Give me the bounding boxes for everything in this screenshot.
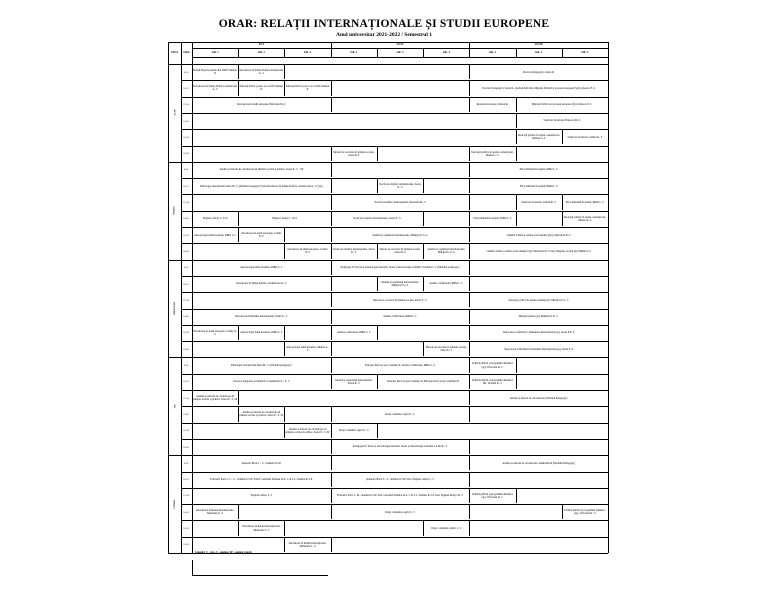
schedule-entry: Etica militantă în spațiul, RIBei I., S (565, 200, 604, 204)
time-slot: 18-20 (183, 152, 189, 156)
page-subtitle: Anul universitar 2021-2022 / Semestrul 1 (336, 32, 432, 38)
schedule-entry: Spaniolă, Bucă, L., S., Seminar în S.P. Sala: Engleză, Abbey I., S (366, 478, 434, 482)
schedule-entry: Migrația Politica și procesul european (Sp) Grăsescu E.,S (531, 103, 592, 107)
schedule-entry: Introducere în Relații Internaționale, Munteanu S., S (242, 525, 281, 532)
schedule-entry: Antropologia lumii moderne, RIBei I., S (240, 331, 283, 335)
schedule-entry: Analiză și organizații internaționale, Mihajlović G.,C (372, 233, 428, 237)
year-header: AN III (534, 43, 543, 47)
day-label-vineri: VINERI (172, 499, 176, 509)
page-title: ORAR: RELAȚII INTERNAȚIONALE ȘI STUDII EUROPENE (218, 18, 550, 30)
schedule-entry: Ideologii politice în spațiu contemporan, Mihajlović G., C (508, 298, 569, 302)
time-slot: 8-10 (183, 168, 189, 172)
schedule-entry: Introducere în studii europene, Codina N.,S (287, 248, 328, 255)
schedule-entry: Drept comunitar, Agrici I., C (385, 412, 415, 416)
group-header: GR. 1 (488, 50, 496, 54)
schedule-entry: Negocierea conflictelor: Influentele Internaționale (sp), Zezza E.E.,S (502, 331, 575, 335)
schedule-entry: Studii de Securitate: Zaman R., S (567, 135, 603, 139)
schedule-entry: Negocierea și Medierea în Relațiile Internaționale (sp), Zezza E.,S (504, 347, 574, 351)
schedule-entry: Migrații pentru (sp), Mihajlović R., C (519, 315, 559, 319)
time-slot: 16-18 (183, 331, 189, 335)
time-slot: 16-18 (183, 233, 189, 237)
schedule-entry: Drept comunitar, Agrici I., S (338, 429, 369, 433)
schedule-entry: Antropologia lumii moderne, RIBei I., C (193, 233, 237, 237)
day-column-header: ZIUA (171, 51, 178, 55)
schedule-entry: Ideologii politice în spațiu contemporan, Mudrea L.,C (471, 150, 514, 157)
group-header: GR. 3 (304, 50, 312, 54)
schedule-entry: Teorii ale relațiilor internaționale, Zezza E., S (379, 183, 421, 190)
group-header: GR. 3 (581, 50, 589, 54)
time-slot: 10-12 (183, 86, 189, 90)
group-header: GR. 3 (442, 50, 450, 54)
group-header: GR. 1 (211, 50, 219, 54)
schedule-entry: Educație fizică și sport Seminar II, Analize conflictuale, RIBei I., S (365, 363, 435, 367)
schedule-entry: Relații Externe pentru anul I:RIE Seminar II (193, 69, 237, 76)
time-slot: 10-12 (183, 184, 189, 188)
day-label-marți: MARȚI (172, 206, 176, 215)
schedule-entry: Studii de Securitate: Zaman R., S (521, 200, 556, 204)
schedule-entry: Analiza și metode de calculatoare în științele sociale și politice, Zezza E., C - SP (219, 168, 304, 172)
day-label-miercuri: MIERCURI (173, 302, 176, 315)
schedule-entry: Educație fizică și sport ora 14:00 Seminar II (285, 85, 330, 92)
day-label-luni: LUNI (172, 109, 176, 116)
schedule-entry: Introducere în studii europene, Codina N.,S (241, 232, 282, 239)
time-slot: 14-16 (183, 217, 189, 221)
schedule-entry: Studii de Securitate: Hunescu M.,S (543, 119, 580, 123)
time-slot: 18-20 (183, 249, 189, 253)
schedule-entry: Spaniolă, Bucă, L., S., Seminar în S.P. (241, 461, 282, 465)
schedule-entry: Antropologia lumii moderne, Mudrea L., S (286, 346, 329, 353)
schedule-entry: Analiză și organizații internaționale, Mihajlović G.,S (381, 280, 419, 288)
schedule-entry: Teoria în relațiilor internaționale, Herbeanu M., S (374, 200, 426, 204)
schedule-entry: Franceză, Pucu L. C., S – Seminar în S.P. SALE: Germană Seminar în A. C în S.I., Seminar în S.P. (210, 478, 313, 482)
footer-line (192, 575, 328, 576)
time-slot: 12-14 (183, 103, 189, 107)
time-slot: 12-14 (183, 396, 189, 400)
schedule-entry: Introducere în Științe Politice Andrisevski A., S (239, 69, 284, 76)
schedule-entry: Introducere în Științe Politice Andrisevski A., S (193, 85, 237, 92)
time-slot: 14-16 (183, 412, 189, 416)
time-slot: 18-20 (183, 445, 189, 449)
schedule-entry: Analiză și organizații internaționale, Zezza R., S (334, 378, 373, 385)
time-slot: 10-12 (183, 380, 189, 384)
schedule-entry: Analize conflictuale, RIBei I., C (429, 282, 464, 286)
schedule-entry: Analize conflictuale, RIBei I., C (383, 315, 417, 319)
schedule-entry: Franceză, Pucă, L. M., Seminar în S.P. Sala: Germană Seminar în A. C în S.I., Seminar în S.P. Sala: Engleză Abbey M., S (336, 494, 463, 498)
header-divider (192, 57, 608, 58)
schedule-entry: Drept comunitar, Agrici I., S (431, 526, 462, 530)
time-slot: 18-20 (183, 543, 189, 547)
schedule-entry: Analiză și metode de calculatoare în științele sociale și politice, Zezza E., S, SP (193, 395, 238, 402)
day-label-joi: JOI (173, 404, 176, 409)
schedule-entry: Metode de cercetare în științele sociale, Zezza E., C (373, 298, 427, 302)
schedule-entry: Analiza și metode de calculatoare în științele sociale și politice, Zezza E., S, SP (239, 411, 284, 418)
schedule-entry: Pedagogie II: Teoria și metodologia instruirii. Teoria și metodologia evaluării, Ticulinu E., C (Modulul pedagogic) (340, 266, 460, 270)
schedule-entry: Politică publică și programări dinamice (sp), Virlovanu R., S (564, 509, 606, 516)
schedule-entry: Analiza și metode de calculatoare, Adăuciliticul (Modulul Pedagogic) (502, 461, 575, 465)
schedule-entry: Psihologie educațională, Rusu M., C (Modulul pedagogic) Sala Introducere în Științe Politice, Andrisevski A., C (SA) (200, 184, 323, 188)
schedule-entry: Politică publică și programări dinamice (sp), Virlovanu R., C (471, 362, 513, 369)
schedule-entry: Analiza și metode de calculatoare (Modulul Pedagogic) (509, 396, 568, 400)
time-slot: 14-16 (183, 119, 189, 123)
time-slot: 10-12 (183, 282, 189, 286)
schedule-entry: Etica militantă în spațiul, RIBei I., S (519, 184, 558, 188)
schedule-entry: Antropologia lumii moderne, RIBei I., C (240, 266, 283, 270)
schedule-entry: Analiza și metode de calculatoare în științele sociale și politice, Zezza E., S, SP (285, 427, 330, 434)
time-slot: 12-14 (183, 494, 189, 498)
time-slot: 8-10 (183, 461, 189, 465)
schedule-entry: Analiză și organizații internaționale, Mihajlović G.,S (427, 248, 466, 255)
time-slot: 16-18 (183, 527, 189, 531)
schedule-entry: Metode de cercetare în științele sociale, Zezza R.,S (379, 248, 421, 255)
schedule-entry: Politică publică și programări dinamice (sp), Virlovanu R., C (471, 492, 513, 499)
schedule-entry: Drept comunitar, Agrici I., S (385, 510, 415, 514)
time-slot: 14-16 (183, 510, 189, 514)
time-slot: 8-10 (183, 364, 189, 368)
schedule-entry: Engleza: Abbey I., 3/14 (202, 217, 228, 221)
schedule-entry: Introducere în Relații Internaționale, Munteanu S., S (288, 541, 327, 548)
schedule-entry: Educație fizică și sport Seminar II, Educație fizică și sport Seminar II (387, 380, 460, 384)
schedule-entry: Teorii ale relațiilor internaționale, Zezza E., S (332, 248, 375, 255)
schedule-entry: Resurse Inovatoare, Zaman R. (476, 103, 509, 107)
schedule-entry: Practica Pedagogica: Zezza R. (522, 70, 555, 74)
schedule-entry: Engleză, Abbey I., S (250, 494, 272, 498)
time-slot: 14-16 (183, 315, 189, 319)
schedule-entry: Teorii ale relațiilor internaționale, Zezza E., S (353, 217, 401, 221)
schedule-entry: Introducere în studii europene, Codina N., S (193, 329, 237, 336)
time-slot: 8-10 (183, 70, 189, 74)
time-slot: 12-14 (183, 298, 189, 302)
schedule-entry: Etica militantă în spațiul, RIBei I., C (519, 168, 558, 172)
group-header: GR. 2 (396, 50, 404, 54)
footer-line (192, 560, 193, 575)
schedule-entry: Psihologie educațională, Rusu M., C (Modulul pedagogic) (231, 363, 292, 367)
schedule-entry: Metode de cercetare în științele sociale, Zezza R.,S (333, 150, 375, 157)
schedule-entry: Gândire, femei și culture postcomunist (Sp) Chirioriuch D.,S Sala: Migrație socială (sp) Mihăila I.,S (486, 249, 591, 253)
schedule-entry: Educație fizică și sport ora 14:00 Seminar II (239, 85, 284, 92)
schedule-entry: Introducere în Relațiile Internaționale, Pradă G., C (235, 315, 288, 319)
time-slot: 8-10 (183, 266, 189, 270)
schedule-entry: Ideologii politice în spațiu contemporan, Mudrea L.,S (563, 215, 606, 222)
year-header: AN II (396, 43, 404, 47)
time-slot: 10-12 (183, 478, 189, 482)
year-header: AN I (258, 43, 265, 47)
schedule-entry: Engleza: Abbey I., 3/14 (272, 217, 297, 221)
time-slot: 16-18 (183, 429, 189, 433)
group-header: GR. 1 (350, 50, 358, 54)
schedule-entry: Analize conflictuale, RIBei I., C (336, 331, 371, 335)
legend: Legenda: C - curs, S - seminar, SP - seminar practic (195, 551, 253, 554)
schedule-entry: Introducere în Științe Politice, Andrisevski A., C (236, 282, 287, 286)
schedule-entry: Metode de cercetare în științele sociale, Zezza E., S (425, 346, 467, 353)
schedule-entry: Practica Pedagogica: Zezza R., platfom.8.46 lebl. Migrația Politică și procesul european (Sp) (Grăsescu E.,S (482, 86, 595, 90)
time-column-header: ORA (183, 51, 190, 55)
schedule-entry: Ideologii politice în spațiu contemporan Mudrea L.,S (517, 134, 560, 141)
schedule-entry: Gândire, Femei și culture postcomunist (Sp) Chirioriuch D.,S (506, 233, 571, 237)
table-border-left (168, 42, 169, 553)
schedule-entry: Politică publică și programări dinamice MI, Ticulinu R., S (471, 378, 513, 385)
group-header: GR. 2 (257, 50, 265, 54)
schedule-entry: Introducere în studii europene, Herbeanu M.,C (237, 103, 286, 107)
schedule-entry: Istoria și integrarea academică a Galeimbasul C., F., S (233, 380, 290, 384)
time-slot: 16-18 (183, 135, 189, 139)
schedule-entry: Introducere în Relații Internaționale, Munteanu S., S (196, 509, 235, 516)
schedule-entry: Etica militantă în spațiul, RIBei I., S (473, 217, 512, 221)
group-header: GR. 2 (535, 50, 543, 54)
time-slot: 12-14 (183, 201, 189, 205)
schedule-entry: Pedagogie II: Teoria și metodologia instruirii. Teoria și metodologia evaluării, Licanu E., S (352, 445, 448, 449)
time-slot: 18-20 (183, 347, 189, 351)
